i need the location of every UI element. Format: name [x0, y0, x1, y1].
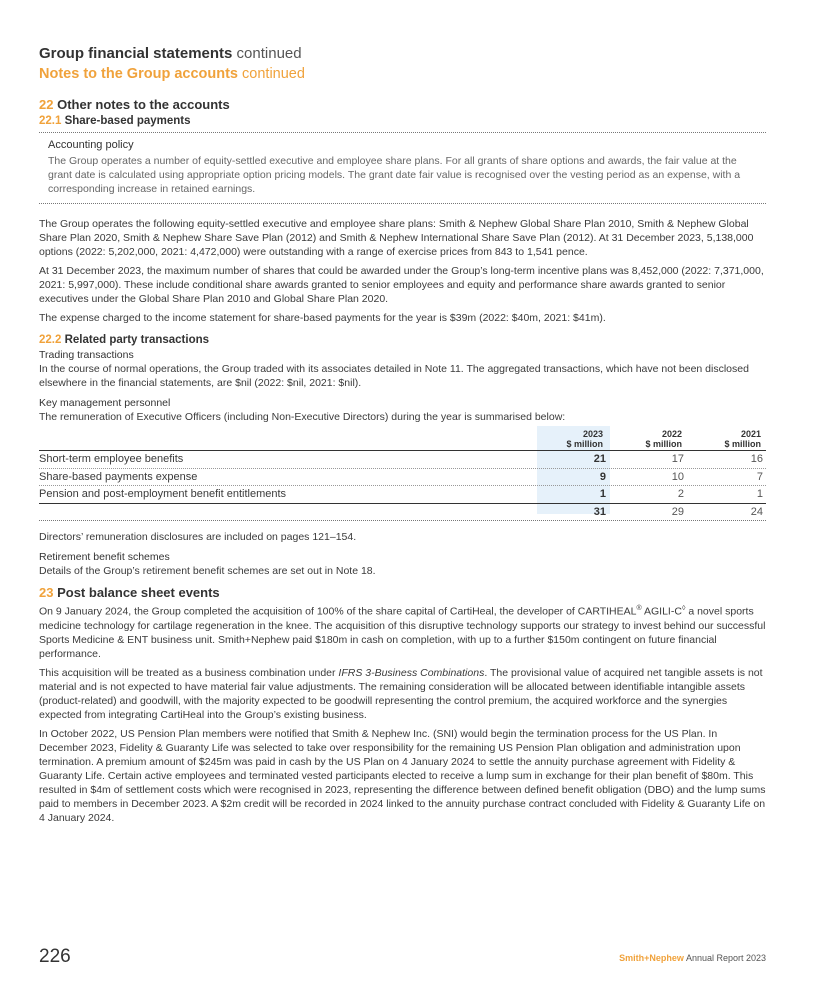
subtitle-text: Notes to the Group accounts [39, 66, 238, 82]
subsection-title: Related party transactions [64, 334, 210, 346]
cell-2022: 10 [671, 470, 684, 483]
key-management-label: Key management personnel [39, 397, 171, 409]
row-label: Share-based payments expense [39, 470, 198, 483]
cell-2023: 1 [599, 488, 606, 500]
cell-2023: 21 [593, 453, 606, 465]
cell-2021: 1 [756, 488, 763, 500]
column-header-2023 [533, 429, 603, 449]
table-total-row [39, 503, 766, 522]
accounting-policy-box [39, 132, 766, 204]
policy-title: Accounting policy [48, 139, 134, 151]
section-22-heading [39, 97, 766, 112]
column-header-2021 [691, 429, 761, 449]
section-title: Post balance sheet events [57, 585, 220, 600]
row-label: Short-term employee benefits [39, 453, 184, 465]
section-23-heading [39, 585, 766, 600]
standard-reference: IFRS 3-Business Combinations [338, 666, 485, 679]
subsection-number: 22.1 [39, 115, 62, 127]
brand-name: Smith+Nephew [619, 953, 684, 963]
pension-plan-paragraph: In October 2022, US Pension Plan members were notified that Smith & Nephew Inc. (SNI) would begin the termination process for the US Plan. In December 2023, Fidelity & Guaranty Life was selected to take over responsibility for the remaining US Pension Plan obligation and administration upon termination. A premium amount of $245m was paid in cash by the US Plan on 4 January 2024 to settle the annuity purchase agreement with Fidelity & Guaranty Life. Certain active employees and terminated vested participants elected to receive a lump sum in exchange for their plan benefit of $80m. This resulted in $4m of settlement costs which were recognised in 2023, representing the difference between defined benefit obligation (DBO) and the lump sums paid to members in December 2023. A $2m credit will be recorded in 2024 linked to the annuity purchase contract concluded with Fidelity & Guaranty Life on 4 January 2024. [39, 727, 766, 824]
remuneration-table [39, 426, 766, 521]
cell-2022: 2 [677, 488, 684, 500]
text-run: On 9 January 2024, the Group completed the acquisition of 100% of the share capital of CartiHeal, the developer of CARTIHEAL [39, 605, 637, 618]
text-run: a novel sports medicine technology for cartilage regeneration in the knee. The acquisition of this disruptive technology supports our strategy to invest behind our successful Sports Medicine & ENT business unit. Smith+Nephew paid $180m in cash on completion, with up to a further $150m contingent on future financial performance. [39, 605, 766, 660]
page-content [39, 44, 766, 825]
subsection-number: 22.2 [39, 334, 62, 346]
cell-2021: 16 [750, 453, 763, 465]
section-number: 23 [39, 585, 54, 600]
subsection-22-2-heading [39, 333, 766, 348]
directors-remuneration-text: Directors’ remuneration disclosures are included on pages 121–154. [39, 531, 357, 543]
column-unit: $ million [724, 439, 761, 449]
page-number: 226 [39, 946, 71, 967]
total-2023: 31 [593, 505, 606, 518]
title-suffix: continued [236, 45, 302, 62]
column-year: 2023 [582, 429, 603, 439]
trading-transactions-label: Trading transactions [39, 349, 134, 361]
business-combination-paragraph [39, 666, 766, 722]
table-header [39, 426, 766, 451]
text-run: AGILI-C [641, 605, 682, 618]
section-number: 22 [39, 97, 54, 112]
section-title: Other notes to the accounts [57, 97, 230, 112]
key-management-text: The remuneration of Executive Officers (including Non-Executive Directors) during the year is summarised below: [39, 411, 566, 423]
share-plans-paragraph: The Group operates the following equity-settled executive and employee share plans: Smith & Nephew Global Share Plan 2010, Smith & Nephew Global Share Plan 2020, Smith & Nephew Share Save Plan (2012) and Smith & Nephew International Share Save Plan (2012). At 31 December 2023, 5,138,000 options (2022: 5,202,000, 2021: 4,472,000) were outstanding with a range of exercise prices from 843 to 1,541 pence. [39, 218, 754, 258]
trading-transactions-text: In the course of normal operations, the Group traded with its associates detailed in Note 11. The aggregated transactions, which have not been disclosed elsewhere in the financial statements, are $nil (2022: $nil, 2021: $nil). [39, 363, 749, 389]
table-row [39, 469, 766, 487]
text-run: . The provisional value of acquired net tangible assets is not material and is not expected to have material fair value adjustments. The remaining consideration will be allocated between identifiable intangible assets (product-related) and goodwill, with the majority expected to be goodwill representing the control premium, the acquired workforce and the synergies expected from integrating CartiHeal into the Group’s existing business. [39, 666, 763, 721]
total-2021: 24 [750, 505, 763, 518]
page-subtitle [39, 64, 766, 84]
footer-brand [619, 953, 766, 963]
column-header-2022 [612, 429, 682, 449]
retirement-text: Details of the Group’s retirement benefit schemes are set out in Note 18. [39, 565, 376, 577]
column-year: 2022 [661, 429, 682, 439]
subtitle-suffix: continued [242, 66, 305, 82]
row-label: Pension and post-employment benefit entitlements [39, 488, 287, 500]
share-awards-paragraph: At 31 December 2023, the maximum number of shares that could be awarded under the Group’s long-term incentive plans was 8,452,000 (2022: 7,371,000, 2021: 5,997,000). These include conditional share awards granted to senior employees and equity and performance share awards granted to senior executives under the Global Share Plan 2010 and Global Share Plan 2020. [39, 265, 764, 305]
subsection-22-1-heading [39, 114, 766, 129]
table-row [39, 451, 766, 469]
cell-2021: 7 [756, 470, 763, 483]
report-name: Annual Report 2023 [685, 953, 766, 963]
title-text: Group financial statements [39, 45, 233, 62]
policy-body: The Group operates a number of equity-settled executive and employee share plans. For all grants of share options and awards, the fair value at the grant date is calculated using appropriate option pricing models. The grant date fair value is recognised over the vesting period as an expense, with a corresponding increase in retained earnings. [48, 155, 741, 195]
column-unit: $ million [566, 439, 603, 449]
expense-paragraph: The expense charged to the income statement for share-based payments for the year is $39m (2022: $40m, 2021: $41m). [39, 312, 606, 324]
retirement-label: Retirement benefit schemes [39, 551, 170, 563]
subsection-title: Share-based payments [64, 115, 191, 127]
column-year: 2021 [740, 429, 761, 439]
acquisition-paragraph: On 9 January 2024, the Group completed the acquisition of 100% of the share capital of CartiHeal, the developer of CARTIHEAL® AGILI-C◊ a novel sports medicine technology for cartilage regeneration in the knee. The acquisition of this disruptive technology supports our strategy to invest behind our successful Sports Medicine & ENT business unit. Smith+Nephew paid $180m in cash on completion, with up to a further $150m contingent on future financial performance. [39, 605, 766, 660]
cell-2022: 17 [671, 453, 684, 465]
total-2022: 29 [671, 505, 684, 518]
cell-2023: 9 [599, 470, 606, 483]
column-unit: $ million [645, 439, 682, 449]
text-run: This acquisition will be treated as a business combination under [39, 666, 339, 679]
table-row [39, 486, 766, 503]
page-title [39, 44, 766, 64]
